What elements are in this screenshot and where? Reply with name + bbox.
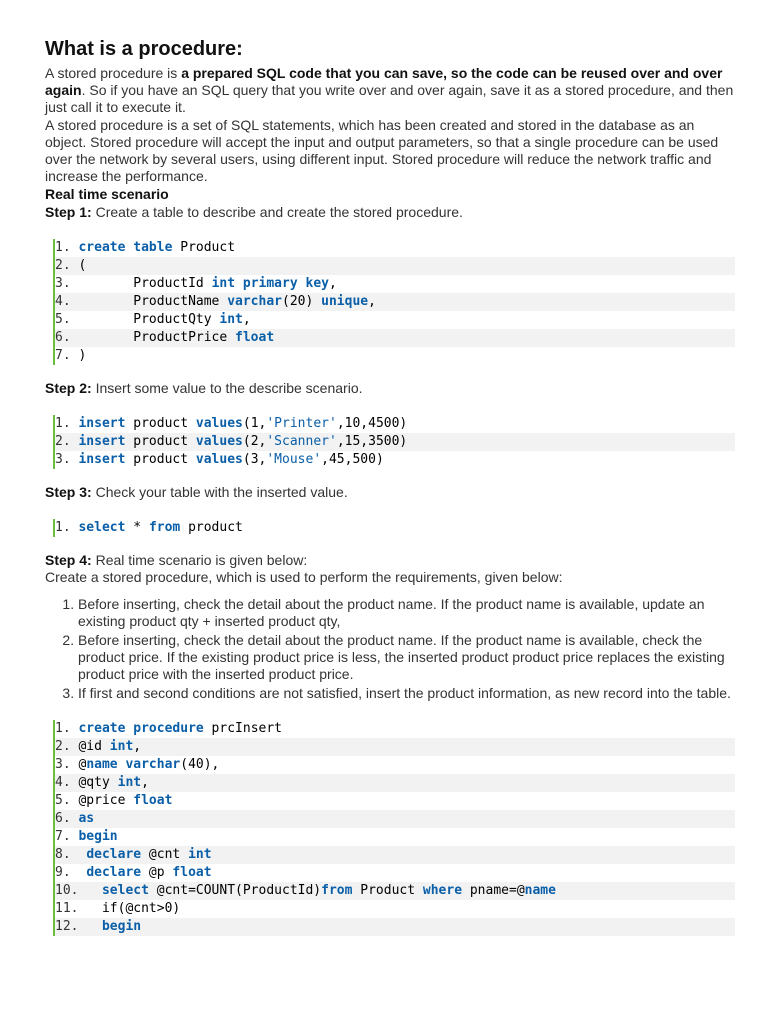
code-token: name (86, 757, 118, 772)
line-number: 8. (55, 847, 87, 862)
step-text: Real time scenario is given below: (91, 552, 308, 568)
code-token: , (141, 775, 149, 790)
code-token: ProductId (133, 276, 212, 291)
code-token: @id (78, 739, 110, 754)
code-token: ProductPrice (133, 330, 236, 345)
code-token: int (109, 739, 134, 754)
requirements-list (45, 596, 735, 702)
code-token: where (422, 883, 463, 898)
line-number: 2. (55, 739, 79, 754)
code-token: declare (86, 847, 142, 862)
step-text: Create a table to describe and create the stored procedure. (91, 204, 463, 220)
line-number: 3. (55, 452, 79, 467)
code-token: table (133, 240, 173, 255)
code-token: declare (86, 865, 142, 880)
code-token: (1, (242, 416, 267, 431)
code-token: product (125, 434, 196, 449)
code-line (55, 846, 735, 864)
code-token: insert (78, 434, 126, 449)
step-4 (45, 551, 735, 569)
code-block-insert (53, 415, 735, 469)
code-token: ) (78, 348, 87, 363)
code-token (118, 756, 126, 774)
line-number: 7. (55, 829, 79, 844)
line-number: 10. (55, 883, 102, 898)
code-token: @cnt=COUNT(ProductId) (148, 883, 322, 898)
code-line (55, 900, 735, 918)
code-token: values (195, 452, 243, 467)
step-text: Check your table with the inserted value. (91, 484, 348, 500)
intro-paragraph-2: A stored procedure is a set of SQL statements, which has been created and stored in the database as an object. Stored procedure will accept the input and output parameters, so that a single procedure can be used over the network by several users, using different input. Stored procedure will reduce the network traffic and increase the performance. (45, 117, 719, 184)
code-token: select (78, 520, 126, 535)
line-number: 5. (55, 793, 79, 808)
code-line (55, 810, 735, 828)
code-token: create (78, 240, 126, 255)
code-token: insert (78, 452, 126, 467)
code-token: values (195, 434, 243, 449)
list-item: 1. Before inserting, check the detail about the product name. If the product name is available, update an existing product qty + inserted product qty, (78, 596, 735, 630)
code-token: ProductName (133, 294, 228, 309)
step-label: Step 3: (45, 484, 92, 500)
code-token: (20) (282, 294, 322, 309)
code-block-create-table (53, 239, 735, 365)
code-line (55, 828, 735, 846)
line-number: 5. (55, 312, 134, 327)
code-line (55, 792, 735, 810)
code-line (55, 257, 735, 275)
code-block-select (53, 519, 735, 537)
code-token: begin (78, 829, 118, 844)
code-token: Product (352, 883, 423, 898)
code-line (55, 415, 735, 433)
page-title: What is a procedure: (45, 38, 243, 60)
line-number: 6. (55, 330, 134, 345)
code-token: name (524, 883, 556, 898)
code-token: int (188, 847, 212, 862)
code-line (55, 756, 735, 774)
code-token: , (368, 294, 376, 309)
code-token (125, 720, 133, 738)
code-line (55, 864, 735, 882)
line-number: 1. (55, 240, 79, 255)
line-number: 3. (55, 757, 79, 772)
line-number: 9. (55, 865, 87, 880)
code-token: product (180, 520, 243, 535)
code-token (235, 275, 243, 293)
code-token: procedure (133, 721, 204, 736)
code-line (55, 918, 735, 936)
code-token: @qty (78, 775, 118, 790)
step-label: Step 1: (45, 204, 92, 220)
code-token: int (219, 312, 243, 327)
code-line (55, 275, 735, 293)
line-number: 7. (55, 348, 79, 363)
line-number: 1. (55, 416, 79, 431)
line-number: 2. (55, 258, 79, 273)
code-token: from (321, 883, 353, 898)
code-token: primary (242, 276, 298, 291)
step-label: Step 4: (45, 552, 92, 568)
code-token: ( (78, 258, 87, 273)
line-number: 1. (55, 721, 79, 736)
code-token: int (117, 775, 142, 790)
code-line (55, 720, 735, 738)
code-token: ,10,4500) (336, 416, 408, 431)
step-text: Insert some value to the describe scenario. (91, 380, 363, 396)
step-3 (45, 483, 735, 501)
code-token: product (125, 452, 196, 467)
code-line (55, 311, 735, 329)
step-label: Step 2: (45, 380, 92, 396)
code-token: float (235, 330, 275, 345)
code-token: pname=@ (462, 883, 525, 898)
code-token: (2, (242, 434, 267, 449)
code-line (55, 519, 735, 537)
code-token: , (133, 739, 142, 754)
code-token: , (328, 276, 337, 291)
step-2 (45, 379, 735, 397)
code-token: create (78, 721, 126, 736)
scenario-heading (45, 186, 735, 203)
code-token: product (125, 416, 196, 431)
code-token: , (242, 312, 251, 327)
line-number: 1. (55, 520, 79, 535)
scenario-heading-text: Real time scenario (45, 186, 169, 202)
code-line (55, 347, 735, 365)
code-token: (3, (242, 452, 267, 467)
code-token: if(@cnt>0) (101, 901, 181, 916)
code-token: begin (101, 919, 142, 934)
code-line (55, 774, 735, 792)
code-token: @price (78, 793, 134, 808)
list-item: 2. Before inserting, check the detail about the product name. If the product name is available, check the product price. If the existing product price is less, the inserted product product price replaces the existing product price with the inserted product price. (78, 632, 735, 683)
code-line (55, 882, 735, 900)
code-token (298, 275, 306, 293)
line-number: 11. (55, 901, 102, 916)
code-line (55, 239, 735, 257)
step-4-description: Create a stored procedure, which is used to perform the requirements, given below: (45, 569, 563, 585)
code-token: varchar (125, 757, 181, 772)
list-item: 3. If first and second conditions are not satisfied, insert the product information, as new record into the table. (78, 685, 735, 702)
code-token: select (101, 883, 149, 898)
intro-text: A stored procedure is (45, 65, 182, 81)
line-number: 4. (55, 775, 79, 790)
line-number: 3. (55, 276, 134, 291)
code-line (55, 293, 735, 311)
code-token: key (305, 276, 329, 291)
code-block-procedure (53, 720, 735, 936)
code-token: from (148, 520, 181, 535)
code-token: (40), (180, 757, 220, 772)
code-line (55, 433, 735, 451)
code-token: ,45,500) (321, 452, 384, 467)
code-token: @p (141, 865, 173, 880)
code-token: @cnt (141, 847, 189, 862)
code-token: int (211, 276, 236, 291)
intro-paragraph-1 (45, 65, 735, 116)
code-token: 'Printer' (266, 416, 337, 431)
code-line (55, 451, 735, 469)
code-token: values (195, 416, 243, 431)
code-token: ProductQty (133, 312, 220, 327)
document-page (45, 38, 735, 950)
code-token: * (125, 520, 149, 535)
code-token: insert (78, 416, 126, 431)
code-token: float (133, 793, 173, 808)
line-number: 12. (55, 919, 102, 934)
code-token (125, 239, 133, 257)
line-number: 4. (55, 294, 134, 309)
code-token: prcInsert (203, 721, 283, 736)
code-token: @ (78, 757, 87, 772)
code-token: 'Mouse' (266, 452, 322, 467)
line-number: 2. (55, 434, 79, 449)
code-token: float (172, 865, 212, 880)
line-number: 6. (55, 811, 79, 826)
code-token: as (78, 811, 95, 826)
code-token: unique (321, 294, 369, 309)
code-token: ,15,3500) (336, 434, 408, 449)
code-token: varchar (227, 294, 282, 309)
intro-bold-text: a prepared SQL code that you can save, so the code can be reused over and over again (45, 65, 723, 98)
code-token: 'Scanner' (266, 434, 337, 449)
code-token: Product (172, 240, 236, 255)
code-line (55, 329, 735, 347)
code-line (55, 738, 735, 756)
intro-text-continued: . So if you have an SQL query that you write over and over again, save it as a stored procedure, and then just call it to execute it. (45, 82, 734, 115)
step-1 (45, 203, 735, 221)
